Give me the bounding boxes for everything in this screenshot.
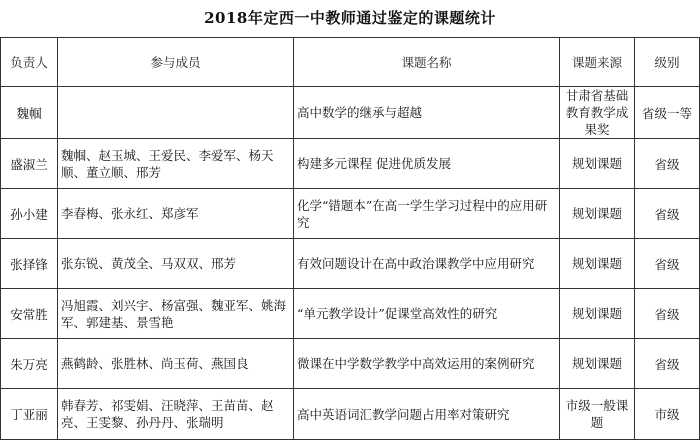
cell-topic: 高中英语词汇教学问题占用率对策研究 — [294, 389, 560, 440]
cell-members: 李春梅、张永红、郑彦军 — [58, 189, 294, 239]
cell-level: 市级 — [635, 389, 700, 440]
cell-topic: 化学“错题本”在高一学生学习过程中的应用研究 — [294, 189, 560, 239]
cell-source: 甘肃省基础教育教学成果奖 — [560, 87, 635, 139]
cell-level: 省级一等 — [635, 87, 700, 139]
cell-owner: 魏帼 — [1, 87, 58, 139]
cell-members — [58, 87, 294, 139]
table-row — [1, 87, 700, 139]
header-source: 课题来源 — [560, 38, 635, 87]
cell-level: 省级 — [635, 289, 700, 339]
cell-source: 市级一般课题 — [560, 389, 635, 440]
cell-level: 省级 — [635, 139, 700, 189]
cell-topic: 高中数学的继承与超越 — [294, 87, 560, 139]
cell-topic: 构建多元课程 促进优质发展 — [294, 139, 560, 189]
cell-source: 规划课题 — [560, 289, 635, 339]
cell-members: 魏帼、赵玉城、王爱民、李爱军、杨天顺、董立顺、邢芳 — [58, 139, 294, 189]
cell-level: 省级 — [635, 339, 700, 389]
header-owner: 负责人 — [1, 38, 58, 87]
cell-members: 张东锐、黄茂全、马双双、邢芳 — [58, 239, 294, 289]
table-header-row — [1, 38, 700, 87]
cell-level: 省级 — [635, 189, 700, 239]
research-topics-table — [0, 37, 700, 440]
cell-topic: 微课在中学数学教学中高效运用的案例研究 — [294, 339, 560, 389]
cell-owner: 朱万亮 — [1, 339, 58, 389]
table-row — [1, 339, 700, 389]
cell-source: 规划课题 — [560, 339, 635, 389]
table-row — [1, 189, 700, 239]
header-topic: 课题名称 — [294, 38, 560, 87]
cell-members: 冯旭霞、刘兴宇、杨富强、魏亚军、姚海军、郭建基、景雪艳 — [58, 289, 294, 339]
cell-owner: 丁亚丽 — [1, 389, 58, 440]
cell-owner: 孙小建 — [1, 189, 58, 239]
cell-owner: 安常胜 — [1, 289, 58, 339]
cell-level: 省级 — [635, 239, 700, 289]
cell-members: 燕鹤龄、张胜林、尚玉荷、燕国良 — [58, 339, 294, 389]
cell-owner: 盛淑兰 — [1, 139, 58, 189]
cell-topic: “单元教学设计”促课堂高效性的研究 — [294, 289, 560, 339]
table-row — [1, 239, 700, 289]
table-row — [1, 139, 700, 189]
header-members: 参与成员 — [58, 38, 294, 87]
cell-topic: 有效问题设计在高中政治课教学中应用研究 — [294, 239, 560, 289]
cell-source: 规划课题 — [560, 139, 635, 189]
cell-source: 规划课题 — [560, 239, 635, 289]
cell-source: 规划课题 — [560, 189, 635, 239]
table-row — [1, 289, 700, 339]
document-title: 2018年定西一中教师通过鉴定的课题统计 — [204, 9, 496, 27]
cell-owner: 张择锋 — [1, 239, 58, 289]
cell-members: 韩春芳、祁雯娟、汪晓萍、王苗苗、赵亮、王雯黎、孙丹丹、张瑞明 — [58, 389, 294, 440]
table-row — [1, 389, 700, 440]
header-level: 级别 — [635, 38, 700, 87]
